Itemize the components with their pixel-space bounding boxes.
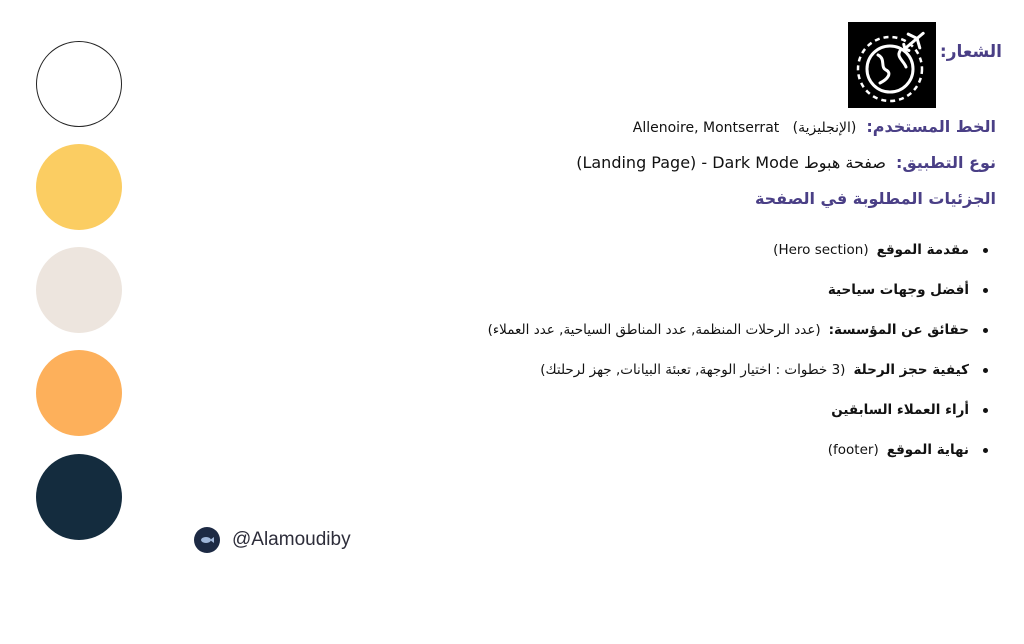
required-parts-list <box>488 230 988 470</box>
bullet-icon <box>983 328 988 333</box>
palette-swatch-white <box>36 41 122 127</box>
font-row <box>633 117 996 136</box>
palette-swatch-orange <box>36 350 122 436</box>
logo-label: الشعار: <box>939 42 1002 62</box>
bullet-icon <box>983 408 988 413</box>
author-handle <box>194 527 351 553</box>
app-type-label: نوع التطبيق: <box>895 153 996 172</box>
app-type-row <box>576 153 996 172</box>
list-item <box>488 230 988 270</box>
palette-swatch-navy <box>36 454 122 540</box>
item-detail: (3 خطوات : اختيار الوجهة, تعبئة البيانات, جهز لرحلتك) <box>540 362 846 378</box>
handle-text: @Alamoudiby <box>232 529 351 550</box>
list-item <box>488 430 988 470</box>
list-item <box>488 310 988 350</box>
item-title: كيفية حجز الرحلة <box>853 362 969 378</box>
section-title: الجزئيات المطلوبة في الصفحة <box>754 189 996 208</box>
font-note: (الإنجليزية) <box>792 120 857 136</box>
bullet-icon <box>983 248 988 253</box>
bullet-icon <box>983 368 988 373</box>
list-item <box>488 350 988 390</box>
bullet-icon <box>983 448 988 453</box>
item-title: مقدمة الموقع <box>876 242 969 258</box>
logo <box>848 22 936 108</box>
font-label: الخط المستخدم: <box>866 117 996 136</box>
list-item <box>488 270 988 310</box>
item-detail: (Hero section) <box>773 242 869 258</box>
app-type-en: (Landing Page) - Dark Mode <box>576 153 799 172</box>
app-type-value <box>576 153 886 172</box>
app-type-ar: صفحة هبوط <box>803 153 886 172</box>
bullet-icon <box>983 288 988 293</box>
list-item <box>488 390 988 430</box>
globe-airplane-icon <box>850 23 934 107</box>
item-detail: (عدد الرحلات المنظمة, عدد المناطق السياحية, عدد العملاء) <box>487 322 821 338</box>
font-value <box>633 120 857 136</box>
item-title: نهاية الموقع <box>886 442 969 458</box>
fish-avatar-icon <box>199 534 215 546</box>
item-title: أراء العملاء السابقين <box>831 402 969 418</box>
item-title: حقائق عن المؤسسة: <box>828 322 969 338</box>
palette-swatch-beige <box>36 247 122 333</box>
font-names: Allenoire, Montserrat <box>632 120 780 136</box>
palette-swatch-yellow <box>36 144 122 230</box>
item-title: أفضل وجهات سياحية <box>827 282 969 298</box>
avatar <box>194 527 220 553</box>
item-detail: (footer) <box>827 442 879 458</box>
